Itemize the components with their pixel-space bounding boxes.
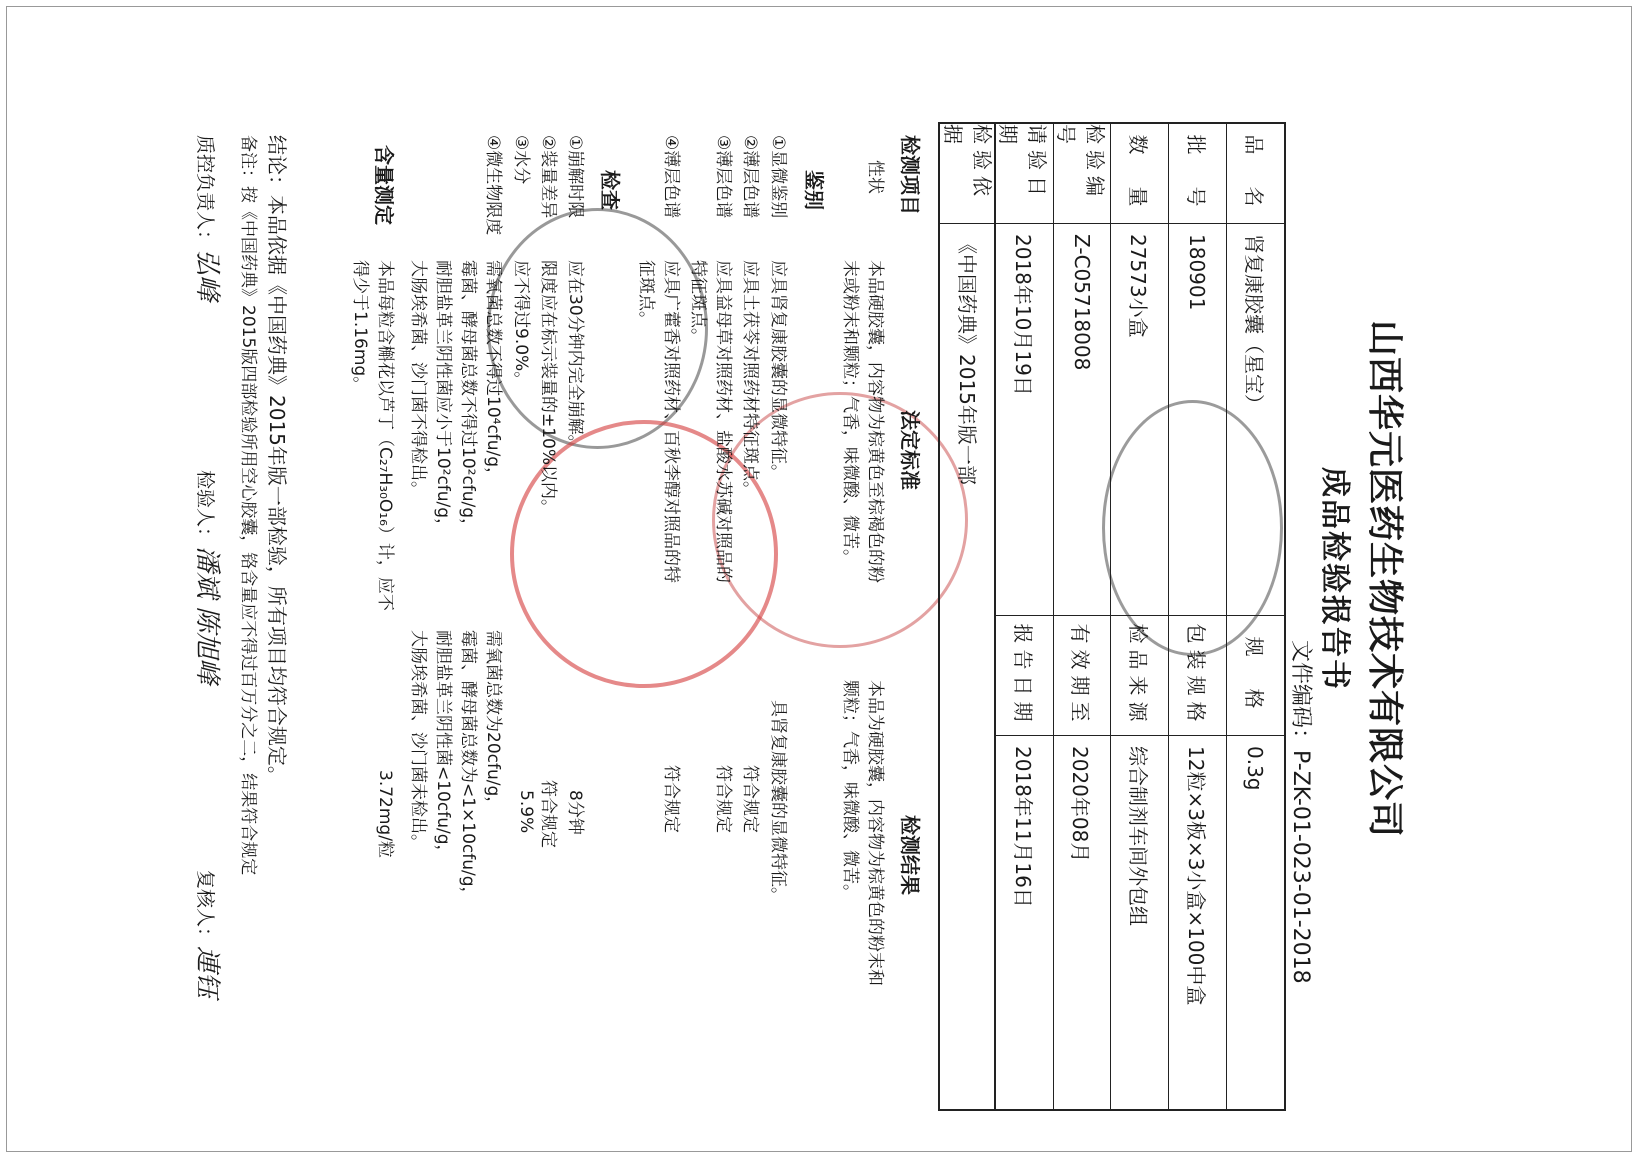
- insp-2-standard: 限度应在标示装量的±10%以内。: [538, 260, 558, 517]
- spec-label: 规 格: [1226, 616, 1284, 736]
- insp-3-label: ③水分: [511, 135, 531, 185]
- qc-signature: 弘峰: [192, 249, 222, 302]
- info-table: [994, 122, 1286, 1111]
- character-standard-2: 末或粉末和颗粒；气香，味微酸、微苦。: [840, 260, 860, 566]
- basis-row: [938, 122, 998, 1111]
- test-no-value: Z-C05718008: [1053, 224, 1110, 616]
- assay-result: 3.72mg/粒: [375, 770, 395, 858]
- insp-4-result-2: 霉菌、酵母菌总数为<1×10cfu/g，: [458, 630, 478, 904]
- ident-3-standard-1: 应具益母草对照药材、盐酸水苏碱对照品的: [713, 260, 733, 583]
- insp-2-label: ②装量差异: [538, 135, 558, 219]
- insp-4-result-1: 需氧菌总数为20cfu/g，: [483, 630, 503, 814]
- valid-value: 2020年08月: [1053, 736, 1110, 1109]
- reviewer-signature-field: [191, 870, 228, 998]
- inspection-heading: 检查: [598, 170, 622, 210]
- insp-4-result-4: 大肠埃希菌、沙门菌未检出。: [408, 630, 428, 851]
- ident-2-label: ②薄层色谱: [740, 135, 760, 219]
- reviewer-signature: 連钰: [192, 946, 222, 999]
- identification-heading: 鉴别: [802, 170, 826, 210]
- conclusion: 结论：本品依据《中国药典》2015年版一部检验，所有项目均符合规定。: [265, 135, 289, 786]
- character-result-2: 颗粒；气香，味微酸、微苦。: [840, 680, 860, 901]
- batch-value: 180901: [1168, 224, 1226, 616]
- insp-1-standard: 应在30分钟内完全崩解。: [565, 260, 585, 452]
- ident-3-standard-2: 特征斑点。: [688, 260, 708, 345]
- insp-4-result-3: 耐胆盐革兰阴性菌<10cfu/g，: [433, 630, 453, 862]
- insp-4-standard-2: 霉菌、酵母菌总数不得过10²cfu/g，: [458, 260, 478, 536]
- assay-label: 含量测定: [372, 145, 396, 225]
- insp-4-standard-4: 大肠埃希菌、沙门菌不得检出。: [408, 260, 428, 498]
- packing-label: 包装规格: [1168, 616, 1226, 736]
- character-standard-1: 本品硬胶囊，内容物为棕黄色至棕褐色的粉: [865, 260, 885, 583]
- spec-value: 0.3g: [1226, 736, 1284, 1109]
- header-standard: 法定标准: [898, 410, 922, 490]
- company-name: 山西华元医药生物技术有限公司: [1364, 319, 1405, 838]
- ident-3-result: 符合规定: [713, 765, 733, 833]
- character-label: 性状: [865, 160, 885, 194]
- quantity-label: 数 量: [1110, 124, 1168, 224]
- ident-1-result: 具肾复康胶囊的显微特征。: [768, 700, 788, 904]
- ident-1-standard: 应具肾复康胶囊的显微特征。: [768, 260, 788, 481]
- header-result: 检测结果: [898, 815, 922, 895]
- test-no-label: 检验编号: [1053, 124, 1110, 224]
- character-result-1: 本品为硬胶囊，内容物为棕黄色的粉末和: [865, 680, 885, 986]
- header-item: 检测项目: [898, 135, 922, 215]
- insp-3-result: 5.9%: [516, 790, 536, 834]
- ident-3-label: ③薄层色谱: [713, 135, 733, 219]
- assay-standard-1: 本品每粒含槲花以芦丁（C₂₇H₃₀O₁₆）计，应不: [375, 260, 395, 611]
- report-date-value: 2018年11月16日: [1011, 746, 1035, 908]
- source-value: 综合制剂车间外包组: [1110, 736, 1168, 1109]
- ident-4-label: ④薄层色谱: [661, 135, 681, 219]
- insp-2-result: 符合规定: [538, 780, 558, 848]
- ident-4-result: 符合规定: [661, 765, 681, 833]
- source-label: 检品来源: [1110, 616, 1168, 736]
- valid-label: 有效期至: [1053, 616, 1110, 736]
- quantity-value: 27573小盒: [1110, 224, 1168, 616]
- ident-1-label: ①显微鉴别: [768, 135, 788, 219]
- request-date-label: 请验日期: [996, 124, 1053, 224]
- file-code: 文件编码：P-ZK-01-023-01-2018: [1288, 640, 1313, 984]
- remark: 备注：按《中国药典》2015版四部检验所用空心胶囊，铬含量应不得过百万分之二，结果符合规定: [238, 135, 258, 876]
- inspector-label: 检验人：: [194, 470, 216, 547]
- product-name-label: 品 名: [1226, 124, 1284, 224]
- insp-1-label: ①崩解时限: [565, 135, 585, 219]
- report-title: 成品检验报告书: [1317, 467, 1352, 691]
- insp-1-result: 8分钟: [565, 790, 585, 835]
- assay-standard-2: 得少于1.16mg。: [350, 260, 370, 394]
- ident-2-standard: 应具土茯苓对照药材特征斑点。: [740, 260, 760, 498]
- batch-label: 批 号: [1168, 124, 1226, 224]
- packing-value: 12粒×3板×3小盒×100中盒: [1168, 736, 1226, 1109]
- reviewer-label: 复核人：: [194, 870, 216, 947]
- ident-2-result: 符合规定: [740, 765, 760, 833]
- ident-4-standard-2: 征斑点。: [636, 260, 656, 328]
- qc-signature-field: [191, 135, 228, 301]
- inspector-signature: 潘斌 陈旭峰: [192, 546, 222, 685]
- request-date-value: 2018年10月19日: [996, 224, 1053, 616]
- insp-4-standard-1: 需氧菌总数不得过10⁴cfu/g，: [483, 260, 503, 485]
- qc-label: 质控负责人：: [194, 135, 216, 250]
- inspector-signature-field: [191, 470, 228, 684]
- insp-3-standard: 应不得过9.0%。: [511, 260, 531, 389]
- basis-label: 检验依据: [940, 124, 998, 224]
- product-name-value: 肾复康胶囊（星宝）: [1226, 224, 1284, 616]
- ident-4-standard-1: 应具广藿香对照药材、百秋李醇对照品的特: [661, 260, 681, 583]
- report-date-label: 报告日期: [996, 616, 1053, 736]
- insp-4-label: ④微生物限度: [483, 135, 503, 236]
- basis-value: 《中国药典》2015年版一部: [955, 234, 980, 485]
- insp-4-standard-3: 耐胆盐革兰阴性菌应小于10²cfu/g，: [433, 260, 453, 536]
